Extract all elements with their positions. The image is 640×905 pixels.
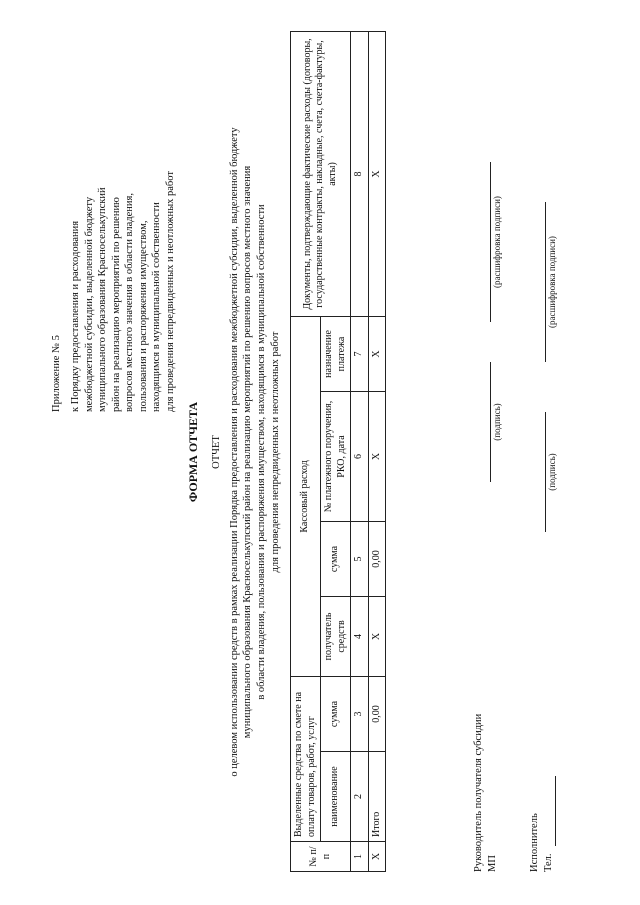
appendix-line: пользования и распоряжения имуществом,: [137, 220, 149, 412]
appendix-line: район на реализацию мероприятий по решению: [110, 197, 122, 412]
report-line: о целевом использовании средств в рамках реализации Порядка предоставления и расходования межбюджетной субсидии, выделенной бюджету: [228, 127, 240, 777]
head-label: Руководитель получателя субсидии: [473, 713, 484, 872]
total-cell: Х: [368, 596, 386, 676]
sign-caption-2: (подпись): [547, 453, 557, 491]
table-header-row: [291, 31, 321, 871]
appendix-line: муниципального образования Красноселькупский: [97, 187, 109, 412]
sign-caption: (подпись): [492, 403, 502, 441]
colnum: 3: [351, 676, 369, 751]
report-line: муниципального образования Красноселькупский район на реализацию мероприятий по решению вопросов местного значения: [242, 165, 254, 739]
executor-label: Исполнитель: [529, 813, 540, 872]
header-sum2: сумма: [321, 521, 351, 596]
colnum: 4: [351, 596, 369, 676]
total-cell: Х: [368, 31, 386, 316]
header-order: № платежного поручения, РКО, дата: [321, 391, 351, 521]
header-purpose: назначение платежа: [321, 316, 351, 391]
decode-line: [490, 162, 491, 322]
table-colnum-row: [351, 31, 369, 871]
rotated-page: [40, 22, 600, 882]
form-title: ФОРМА ОТЧЕТА: [186, 401, 200, 503]
report-line: для проведения непредвиденных и неотложных работ: [269, 331, 281, 573]
colnum: 7: [351, 316, 369, 391]
decode-caption: (расшифровка подписи): [492, 196, 502, 288]
report-line: в области владения, пользования и распоряжения имуществом, находящимся в муниципальной собственности: [255, 204, 267, 700]
header-allocated: Выделенные средства по смете на оплату товаров, работ, услуг: [291, 676, 321, 841]
appendix-line: для проведения непредвиденных и неотложных работ: [164, 171, 176, 412]
appendix-line: находящимся в муниципальной собственности: [151, 202, 163, 412]
table-total-row: [368, 31, 386, 871]
report-title: ОТЧЕТ: [211, 435, 222, 469]
appendix-line: к Порядку предоставления и расходования: [70, 220, 82, 412]
header-num: № п/п: [291, 842, 351, 872]
appendix-title: Приложение № 5: [51, 335, 62, 412]
total-cell: Итого: [368, 752, 386, 842]
header-docs: Документы, подтверждающие фактические расходы (договоры, государственные контракты, накладные, счета, счета-фактуры, акты): [291, 31, 351, 316]
total-cell: Х: [368, 391, 386, 521]
total-cell: 0,00: [368, 676, 386, 751]
colnum: 6: [351, 391, 369, 521]
decode-line-2: [545, 202, 546, 362]
header-sum: сумма: [321, 676, 351, 751]
header-cash: Кассовый расход: [291, 316, 321, 676]
colnum: 1: [351, 842, 369, 872]
header-recipient: получатель средств: [321, 596, 351, 676]
total-cell: Х: [368, 842, 386, 872]
sign-line-2: [545, 412, 546, 532]
colnum: 8: [351, 31, 369, 316]
sign-line: [490, 362, 491, 482]
colnum: 5: [351, 521, 369, 596]
header-name: наименование: [321, 752, 351, 842]
report-heading: [210, 62, 282, 842]
tel-line: [555, 776, 556, 846]
appendix-line: межбюджетной субсидии, выделенной бюджету: [83, 196, 95, 412]
decode-caption-2: (расшифровка подписи): [547, 236, 557, 328]
tel-label: Тел.: [543, 853, 554, 872]
report-table: [290, 31, 386, 872]
total-cell: 0,00: [368, 521, 386, 596]
appendix-line: вопросов местного значения в области владения,: [124, 193, 136, 412]
total-cell: Х: [368, 316, 386, 391]
colnum: 2: [351, 752, 369, 842]
appendix-block: [50, 32, 177, 412]
mp-label: МП: [487, 855, 498, 872]
